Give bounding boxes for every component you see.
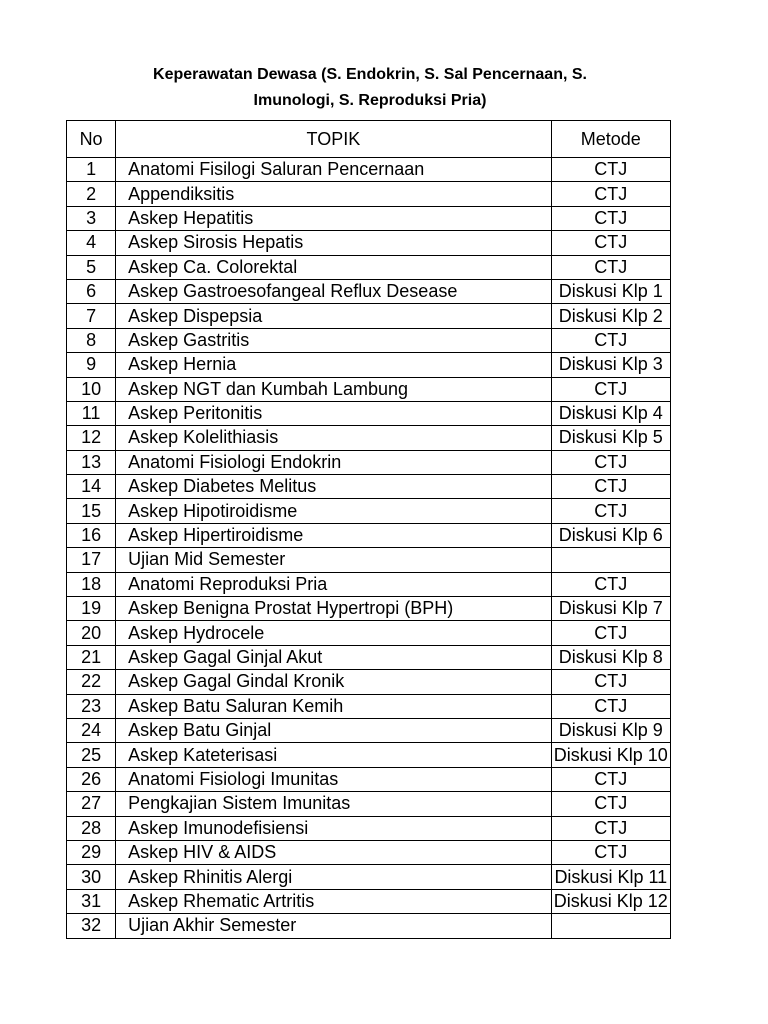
table-row	[67, 792, 671, 816]
row-method: CTJ	[551, 158, 670, 182]
row-method: CTJ	[551, 840, 670, 864]
row-number: 10	[67, 377, 116, 401]
row-number: 24	[67, 718, 116, 742]
row-topic: Anatomi Fisiologi Imunitas	[116, 767, 551, 791]
table-row	[67, 889, 671, 913]
row-method: CTJ	[551, 255, 670, 279]
row-method: Diskusi Klp 9	[551, 718, 670, 742]
row-method: CTJ	[551, 694, 670, 718]
table-row	[67, 670, 671, 694]
row-method: CTJ	[551, 206, 670, 230]
table-row	[67, 621, 671, 645]
table-row	[67, 694, 671, 718]
row-method	[551, 548, 670, 572]
row-topic: Anatomi Fisilogi Saluran Pencernaan	[116, 158, 551, 182]
row-method: CTJ	[551, 182, 670, 206]
table-row	[67, 158, 671, 182]
row-number: 21	[67, 645, 116, 669]
row-topic: Askep Benigna Prostat Hypertropi (BPH)	[116, 597, 551, 621]
row-method: CTJ	[551, 816, 670, 840]
row-number: 1	[67, 158, 116, 182]
table-row	[67, 597, 671, 621]
row-method: Diskusi Klp 2	[551, 304, 670, 328]
row-method: Diskusi Klp 4	[551, 401, 670, 425]
row-method: CTJ	[551, 621, 670, 645]
table-row	[67, 718, 671, 742]
row-method: CTJ	[551, 572, 670, 596]
table-row	[67, 743, 671, 767]
row-method: Diskusi Klp 8	[551, 645, 670, 669]
row-topic: Askep Batu Saluran Kemih	[116, 694, 551, 718]
row-number: 29	[67, 840, 116, 864]
table-row	[67, 645, 671, 669]
row-method: Diskusi Klp 1	[551, 279, 670, 303]
row-topic: Askep Peritonitis	[116, 401, 551, 425]
header-method: Metode	[551, 121, 670, 158]
row-topic: Askep Ca. Colorektal	[116, 255, 551, 279]
row-method: Diskusi Klp 6	[551, 523, 670, 547]
row-topic: Askep Rhinitis Alergi	[116, 865, 551, 889]
row-topic: Askep Hipotiroidisme	[116, 499, 551, 523]
row-topic: Askep Imunodefisiensi	[116, 816, 551, 840]
row-number: 4	[67, 231, 116, 255]
table-row	[67, 475, 671, 499]
row-topic: Askep Hepatitis	[116, 206, 551, 230]
table-row	[67, 548, 671, 572]
row-number: 3	[67, 206, 116, 230]
table-row	[67, 450, 671, 474]
row-topic: Askep Dispepsia	[116, 304, 551, 328]
row-topic: Askep Gastroesofangeal Reflux Desease	[116, 279, 551, 303]
row-number: 16	[67, 523, 116, 547]
table-row	[67, 279, 671, 303]
header-topic: TOPIK	[116, 121, 551, 158]
table-row	[67, 304, 671, 328]
table-row	[67, 401, 671, 425]
document-title	[60, 62, 680, 114]
row-method: Diskusi Klp 12	[551, 889, 670, 913]
table-body	[67, 158, 671, 939]
row-method: CTJ	[551, 792, 670, 816]
table-row	[67, 182, 671, 206]
row-topic: Appendiksitis	[116, 182, 551, 206]
row-number: 6	[67, 279, 116, 303]
row-number: 23	[67, 694, 116, 718]
table-row	[67, 840, 671, 864]
table-row	[67, 426, 671, 450]
row-method: CTJ	[551, 670, 670, 694]
row-number: 7	[67, 304, 116, 328]
row-method: CTJ	[551, 328, 670, 352]
row-number: 30	[67, 865, 116, 889]
row-number: 32	[67, 914, 116, 938]
row-topic: Askep Hipertiroidisme	[116, 523, 551, 547]
row-number: 27	[67, 792, 116, 816]
row-topic: Askep Hydrocele	[116, 621, 551, 645]
row-number: 13	[67, 450, 116, 474]
row-number: 14	[67, 475, 116, 499]
row-method: CTJ	[551, 499, 670, 523]
row-number: 17	[67, 548, 116, 572]
table-header-row	[67, 121, 671, 158]
table-row	[67, 572, 671, 596]
row-number: 20	[67, 621, 116, 645]
row-number: 26	[67, 767, 116, 791]
row-number: 12	[67, 426, 116, 450]
row-method: CTJ	[551, 450, 670, 474]
row-number: 22	[67, 670, 116, 694]
row-topic: Askep Kateterisasi	[116, 743, 551, 767]
row-topic: Askep Sirosis Hepatis	[116, 231, 551, 255]
row-topic: Askep NGT dan Kumbah Lambung	[116, 377, 551, 401]
row-topic: Askep HIV & AIDS	[116, 840, 551, 864]
table-row	[67, 865, 671, 889]
row-method	[551, 914, 670, 938]
row-topic: Askep Gastritis	[116, 328, 551, 352]
row-topic: Askep Hernia	[116, 353, 551, 377]
row-number: 28	[67, 816, 116, 840]
row-topic: Anatomi Reproduksi Pria	[116, 572, 551, 596]
row-method: Diskusi Klp 11	[551, 865, 670, 889]
row-method: Diskusi Klp 7	[551, 597, 670, 621]
table-row	[67, 499, 671, 523]
row-method: Diskusi Klp 5	[551, 426, 670, 450]
row-topic: Askep Batu Ginjal	[116, 718, 551, 742]
schedule-table	[66, 120, 671, 939]
table-row	[67, 255, 671, 279]
row-method: Diskusi Klp 3	[551, 353, 670, 377]
row-topic: Askep Kolelithiasis	[116, 426, 551, 450]
row-method: CTJ	[551, 767, 670, 791]
row-number: 31	[67, 889, 116, 913]
row-topic: Ujian Mid Semester	[116, 548, 551, 572]
table-row	[67, 816, 671, 840]
row-method: CTJ	[551, 475, 670, 499]
row-topic: Askep Gagal Gindal Kronik	[116, 670, 551, 694]
row-topic: Pengkajian Sistem Imunitas	[116, 792, 551, 816]
table-row	[67, 767, 671, 791]
row-number: 15	[67, 499, 116, 523]
table-row	[67, 206, 671, 230]
row-topic: Askep Rhematic Artritis	[116, 889, 551, 913]
row-number: 19	[67, 597, 116, 621]
row-number: 2	[67, 182, 116, 206]
row-number: 18	[67, 572, 116, 596]
row-topic: Anatomi Fisiologi Endokrin	[116, 450, 551, 474]
table-row	[67, 231, 671, 255]
row-number: 5	[67, 255, 116, 279]
row-number: 9	[67, 353, 116, 377]
title-line-1: Keperawatan Dewasa (S. Endokrin, S. Sal Pencernaan, S.	[153, 66, 587, 83]
row-method: Diskusi Klp 10	[551, 743, 670, 767]
title-line-2: Imunologi, S. Reproduksi Pria)	[253, 92, 487, 109]
row-method: CTJ	[551, 377, 670, 401]
row-method: CTJ	[551, 231, 670, 255]
row-topic: Askep Diabetes Melitus	[116, 475, 551, 499]
header-no: No	[67, 121, 116, 158]
row-number: 11	[67, 401, 116, 425]
row-number: 8	[67, 328, 116, 352]
table-row	[67, 914, 671, 938]
row-topic: Ujian Akhir Semester	[116, 914, 551, 938]
row-number: 25	[67, 743, 116, 767]
table-row	[67, 377, 671, 401]
table-row	[67, 523, 671, 547]
table-row	[67, 328, 671, 352]
row-topic: Askep Gagal Ginjal Akut	[116, 645, 551, 669]
table-row	[67, 353, 671, 377]
